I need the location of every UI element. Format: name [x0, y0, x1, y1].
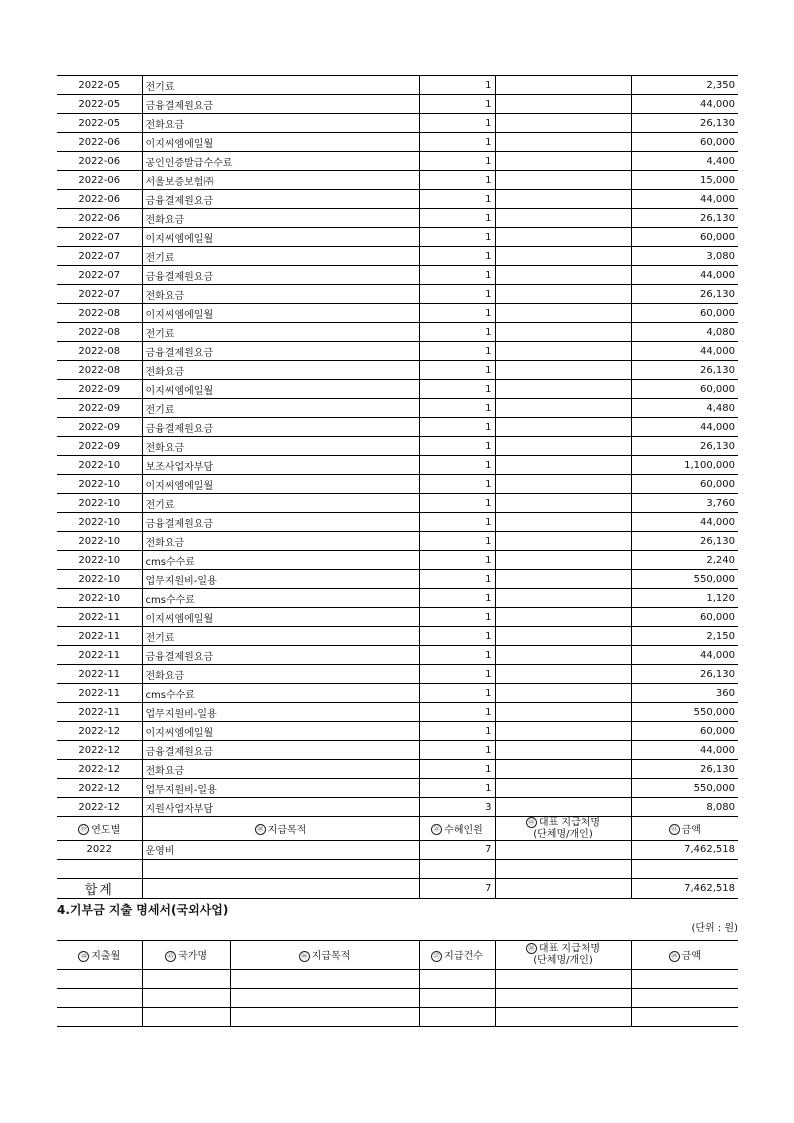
table-row	[57, 399, 738, 418]
table-row	[57, 608, 738, 627]
header-country: ㉕ 국가명	[142, 940, 230, 969]
row-amount: 44,000	[631, 646, 738, 665]
row-month: 2022-10	[57, 570, 142, 589]
row-month: 2022-07	[57, 247, 142, 266]
row-count: 1	[419, 608, 495, 627]
summary-amount	[631, 859, 738, 878]
row-month: 2022-07	[57, 285, 142, 304]
row-count: 1	[419, 209, 495, 228]
summary-amount: 7,462,518	[631, 840, 738, 859]
table-row	[57, 209, 738, 228]
row-month: 2022-12	[57, 779, 142, 798]
row-amount: 3,080	[631, 247, 738, 266]
row-purpose: 이지씨엠에일월	[142, 722, 419, 741]
foreign-empty-cell	[495, 988, 631, 1007]
table-row	[57, 779, 738, 798]
table-row	[57, 722, 738, 741]
row-recipient	[495, 779, 631, 798]
table-row	[57, 190, 738, 209]
row-count: 1	[419, 266, 495, 285]
table-row	[57, 323, 738, 342]
foreign-empty-cell	[230, 988, 419, 1007]
table-row	[57, 627, 738, 646]
foreign-empty-cell	[57, 1007, 142, 1026]
row-count: 1	[419, 323, 495, 342]
row-count: 1	[419, 513, 495, 532]
table-row	[57, 589, 738, 608]
row-amount: 26,130	[631, 285, 738, 304]
row-recipient	[495, 532, 631, 551]
table-row	[57, 133, 738, 152]
row-purpose: 금융결제원요금	[142, 190, 419, 209]
row-count: 1	[419, 760, 495, 779]
row-purpose: 서울보증보험㈜	[142, 171, 419, 190]
row-count: 1	[419, 228, 495, 247]
header-foreign-recipient: ㉘ 대표 지급처명 (단체명/개인)	[495, 940, 631, 969]
row-purpose: 전기료	[142, 247, 419, 266]
row-recipient	[495, 209, 631, 228]
row-count: 1	[419, 171, 495, 190]
row-month: 2022-06	[57, 190, 142, 209]
row-month: 2022-06	[57, 152, 142, 171]
row-count: 1	[419, 741, 495, 760]
row-amount: 26,130	[631, 437, 738, 456]
row-count: 1	[419, 190, 495, 209]
row-purpose: 이지씨엠에일월	[142, 380, 419, 399]
table-row	[57, 551, 738, 570]
row-count: 1	[419, 627, 495, 646]
row-recipient	[495, 76, 631, 95]
table-row	[57, 570, 738, 589]
summary-year	[57, 859, 142, 878]
row-recipient	[495, 228, 631, 247]
row-count: 1	[419, 532, 495, 551]
row-month: 2022-05	[57, 76, 142, 95]
row-count: 1	[419, 646, 495, 665]
total-count: 7	[419, 878, 495, 898]
row-purpose: 전기료	[142, 494, 419, 513]
table-row	[57, 266, 738, 285]
row-purpose: 전기료	[142, 323, 419, 342]
row-amount: 60,000	[631, 304, 738, 323]
table-row	[57, 76, 738, 95]
table-row	[57, 646, 738, 665]
row-purpose: 지원사업자부담	[142, 798, 419, 817]
row-count: 1	[419, 247, 495, 266]
foreign-section-title: 4.기부금 지출 명세서(국외사업)	[57, 902, 229, 917]
row-month: 2022-06	[57, 171, 142, 190]
row-month: 2022-10	[57, 475, 142, 494]
row-recipient	[495, 456, 631, 475]
row-amount: 550,000	[631, 703, 738, 722]
summary-recipient	[495, 859, 631, 878]
row-recipient	[495, 665, 631, 684]
row-month: 2022-08	[57, 361, 142, 380]
row-purpose: 전화요금	[142, 437, 419, 456]
row-count: 1	[419, 304, 495, 323]
row-amount: 60,000	[631, 380, 738, 399]
table-row	[57, 532, 738, 551]
foreign-empty-cell	[419, 1007, 495, 1026]
row-month: 2022-09	[57, 399, 142, 418]
row-purpose: 업무지원비-일용	[142, 703, 419, 722]
row-recipient	[495, 95, 631, 114]
expense-detail-body	[57, 76, 738, 817]
row-recipient	[495, 266, 631, 285]
row-count: 1	[419, 399, 495, 418]
table-row	[57, 741, 738, 760]
foreign-header-row	[57, 940, 738, 969]
row-purpose: 금융결제원요금	[142, 513, 419, 532]
row-purpose: 이지씨엠에일월	[142, 228, 419, 247]
row-month: 2022-09	[57, 418, 142, 437]
row-count: 1	[419, 551, 495, 570]
row-recipient	[495, 475, 631, 494]
foreign-empty-cell	[142, 1007, 230, 1026]
row-amount: 26,130	[631, 114, 738, 133]
row-month: 2022-12	[57, 741, 142, 760]
row-count: 3	[419, 798, 495, 817]
table-row	[57, 475, 738, 494]
row-amount: 4,480	[631, 399, 738, 418]
row-amount: 2,240	[631, 551, 738, 570]
row-recipient	[495, 171, 631, 190]
total-purpose-empty	[142, 878, 419, 898]
row-recipient	[495, 627, 631, 646]
row-count: 1	[419, 494, 495, 513]
row-month: 2022-12	[57, 760, 142, 779]
row-month: 2022-10	[57, 456, 142, 475]
table-row	[57, 456, 738, 475]
row-count: 1	[419, 114, 495, 133]
row-amount: 2,150	[631, 627, 738, 646]
row-count: 1	[419, 342, 495, 361]
row-month: 2022-10	[57, 513, 142, 532]
row-recipient	[495, 152, 631, 171]
row-purpose: 전화요금	[142, 361, 419, 380]
row-recipient	[495, 380, 631, 399]
unit-label: (단위 : 원)	[691, 922, 738, 934]
row-amount: 1,100,000	[631, 456, 738, 475]
row-month: 2022-11	[57, 665, 142, 684]
row-recipient	[495, 741, 631, 760]
row-month: 2022-05	[57, 114, 142, 133]
table-row	[57, 114, 738, 133]
summary-section	[57, 817, 738, 899]
total-amount: 7,462,518	[631, 878, 738, 898]
header-amount: ㉓ 금액	[631, 817, 738, 841]
row-amount: 26,130	[631, 760, 738, 779]
header-month: ㉔ 지출월	[57, 940, 142, 969]
total-recipient-empty	[495, 878, 631, 898]
row-amount: 8,080	[631, 798, 738, 817]
row-purpose: 전화요금	[142, 665, 419, 684]
row-recipient	[495, 190, 631, 209]
row-month: 2022-10	[57, 551, 142, 570]
row-amount: 1,120	[631, 589, 738, 608]
foreign-empty-cell	[230, 1007, 419, 1026]
table-row	[57, 247, 738, 266]
summary-recipient	[495, 840, 631, 859]
row-purpose: 이지씨엠에일월	[142, 304, 419, 323]
table-row	[57, 304, 738, 323]
row-month: 2022-08	[57, 323, 142, 342]
row-amount: 360	[631, 684, 738, 703]
row-month: 2022-10	[57, 532, 142, 551]
row-recipient	[495, 551, 631, 570]
row-month: 2022-07	[57, 228, 142, 247]
row-recipient	[495, 342, 631, 361]
row-amount: 44,000	[631, 741, 738, 760]
row-month: 2022-10	[57, 589, 142, 608]
row-month: 2022-11	[57, 703, 142, 722]
row-recipient	[495, 684, 631, 703]
table-row	[57, 361, 738, 380]
row-purpose: 공인인증발급수수료	[142, 152, 419, 171]
row-recipient	[495, 114, 631, 133]
row-count: 1	[419, 437, 495, 456]
row-recipient	[495, 798, 631, 817]
row-amount: 550,000	[631, 570, 738, 589]
summary-purpose	[142, 859, 419, 878]
table-row	[57, 95, 738, 114]
row-purpose: 금융결제원요금	[142, 646, 419, 665]
row-amount: 26,130	[631, 532, 738, 551]
foreign-empty-cell	[230, 969, 419, 988]
row-purpose: 전화요금	[142, 532, 419, 551]
row-amount: 60,000	[631, 608, 738, 627]
row-recipient	[495, 646, 631, 665]
row-amount: 3,760	[631, 494, 738, 513]
header-foreign-purpose: ㉖ 지급목적	[230, 940, 419, 969]
row-recipient	[495, 437, 631, 456]
row-purpose: 전화요금	[142, 209, 419, 228]
summary-header-row	[57, 817, 738, 841]
foreign-empty-cell	[495, 969, 631, 988]
summary-count	[419, 859, 495, 878]
row-purpose: 전기료	[142, 399, 419, 418]
foreign-empty-cell	[142, 988, 230, 1007]
row-month: 2022-06	[57, 133, 142, 152]
row-recipient	[495, 399, 631, 418]
row-purpose: cms수수료	[142, 551, 419, 570]
row-purpose: 전기료	[142, 627, 419, 646]
table-row	[57, 342, 738, 361]
foreign-empty-cell	[419, 969, 495, 988]
row-count: 1	[419, 456, 495, 475]
row-recipient	[495, 133, 631, 152]
row-count: 1	[419, 76, 495, 95]
table-row	[57, 228, 738, 247]
total-row	[57, 878, 738, 898]
row-amount: 44,000	[631, 266, 738, 285]
row-recipient	[495, 494, 631, 513]
table-row	[57, 703, 738, 722]
foreign-expense-body	[57, 940, 738, 1026]
row-amount: 60,000	[631, 228, 738, 247]
document-page	[57, 75, 738, 1027]
row-recipient	[495, 247, 631, 266]
row-amount: 44,000	[631, 190, 738, 209]
row-purpose: 금융결제원요금	[142, 741, 419, 760]
table-row	[57, 494, 738, 513]
row-month: 2022-12	[57, 798, 142, 817]
row-purpose: 이지씨엠에일월	[142, 133, 419, 152]
table-row	[57, 760, 738, 779]
row-month: 2022-08	[57, 342, 142, 361]
row-count: 1	[419, 380, 495, 399]
row-purpose: cms수수료	[142, 589, 419, 608]
row-amount: 60,000	[631, 722, 738, 741]
row-amount: 44,000	[631, 95, 738, 114]
row-recipient	[495, 304, 631, 323]
header-foreign-amount: ㉙ 금액	[631, 940, 738, 969]
row-recipient	[495, 760, 631, 779]
row-count: 1	[419, 703, 495, 722]
row-count: 1	[419, 779, 495, 798]
row-amount: 26,130	[631, 209, 738, 228]
row-count: 1	[419, 285, 495, 304]
header-purpose: ⑳ 지급목적	[142, 817, 419, 841]
foreign-empty-cell	[419, 988, 495, 1007]
table-row	[57, 380, 738, 399]
row-month: 2022-11	[57, 684, 142, 703]
row-amount: 26,130	[631, 361, 738, 380]
row-recipient	[495, 570, 631, 589]
row-month: 2022-12	[57, 722, 142, 741]
row-amount: 44,000	[631, 513, 738, 532]
row-count: 1	[419, 665, 495, 684]
row-recipient	[495, 589, 631, 608]
table-row	[57, 798, 738, 817]
row-amount: 26,130	[631, 665, 738, 684]
row-purpose: 보조사업자부담	[142, 456, 419, 475]
row-purpose: 전화요금	[142, 114, 419, 133]
row-amount: 44,000	[631, 418, 738, 437]
foreign-empty-cell	[495, 1007, 631, 1026]
table-row	[57, 665, 738, 684]
row-amount: 15,000	[631, 171, 738, 190]
foreign-empty-cell	[631, 1007, 738, 1026]
row-purpose: 이지씨엠에일월	[142, 608, 419, 627]
foreign-empty-cell	[57, 988, 142, 1007]
row-amount: 550,000	[631, 779, 738, 798]
foreign-empty-cell	[631, 969, 738, 988]
row-recipient	[495, 513, 631, 532]
row-purpose: 금융결제원요금	[142, 418, 419, 437]
summary-row	[57, 859, 738, 878]
row-purpose: 금융결제원요금	[142, 266, 419, 285]
row-count: 1	[419, 95, 495, 114]
row-recipient	[495, 285, 631, 304]
row-purpose: 금융결제원요금	[142, 95, 419, 114]
row-purpose: 전기료	[142, 76, 419, 95]
table-row	[57, 418, 738, 437]
table-row	[57, 684, 738, 703]
row-count: 1	[419, 418, 495, 437]
row-count: 1	[419, 361, 495, 380]
row-purpose: cms수수료	[142, 684, 419, 703]
row-amount: 4,400	[631, 152, 738, 171]
table-row	[57, 171, 738, 190]
row-month: 2022-08	[57, 304, 142, 323]
table-row	[57, 513, 738, 532]
foreign-expense-table	[57, 940, 738, 1027]
row-count: 1	[419, 475, 495, 494]
row-recipient	[495, 608, 631, 627]
row-recipient	[495, 722, 631, 741]
foreign-empty-cell	[142, 969, 230, 988]
foreign-empty-row	[57, 988, 738, 1007]
foreign-empty-cell	[57, 969, 142, 988]
row-month: 2022-06	[57, 209, 142, 228]
row-month: 2022-11	[57, 608, 142, 627]
total-label: 합계	[57, 878, 142, 898]
row-month: 2022-11	[57, 646, 142, 665]
header-count: ㉑ 수혜인원	[419, 817, 495, 841]
row-recipient	[495, 323, 631, 342]
row-purpose: 금융결제원요금	[142, 342, 419, 361]
row-purpose: 업무지원비-일용	[142, 779, 419, 798]
row-purpose: 업무지원비-일용	[142, 570, 419, 589]
table-row	[57, 437, 738, 456]
row-amount: 44,000	[631, 342, 738, 361]
expense-detail-table	[57, 75, 738, 899]
header-recipient: ㉒ 대표 지급처명 (단체명/개인)	[495, 817, 631, 841]
summary-count: 7	[419, 840, 495, 859]
row-count: 1	[419, 133, 495, 152]
row-month: 2022-10	[57, 494, 142, 513]
table-row	[57, 152, 738, 171]
row-month: 2022-05	[57, 95, 142, 114]
row-purpose: 전화요금	[142, 760, 419, 779]
row-month: 2022-07	[57, 266, 142, 285]
header-foreign-count: ㉗ 지급건수	[419, 940, 495, 969]
row-count: 1	[419, 152, 495, 171]
row-purpose: 전화요금	[142, 285, 419, 304]
row-count: 1	[419, 684, 495, 703]
foreign-empty-row	[57, 1007, 738, 1026]
header-year: ⑲ 연도별	[57, 817, 142, 841]
summary-purpose: 운영비	[142, 840, 419, 859]
foreign-empty-row	[57, 969, 738, 988]
row-amount: 2,350	[631, 76, 738, 95]
row-month: 2022-09	[57, 380, 142, 399]
row-recipient	[495, 418, 631, 437]
summary-row	[57, 840, 738, 859]
table-row	[57, 285, 738, 304]
row-recipient	[495, 361, 631, 380]
row-count: 1	[419, 570, 495, 589]
row-purpose: 이지씨엠에일월	[142, 475, 419, 494]
summary-year: 2022	[57, 840, 142, 859]
row-count: 1	[419, 589, 495, 608]
row-recipient	[495, 703, 631, 722]
row-month: 2022-09	[57, 437, 142, 456]
foreign-empty-cell	[631, 988, 738, 1007]
row-amount: 60,000	[631, 133, 738, 152]
row-month: 2022-11	[57, 627, 142, 646]
row-count: 1	[419, 722, 495, 741]
row-amount: 4,080	[631, 323, 738, 342]
row-amount: 60,000	[631, 475, 738, 494]
